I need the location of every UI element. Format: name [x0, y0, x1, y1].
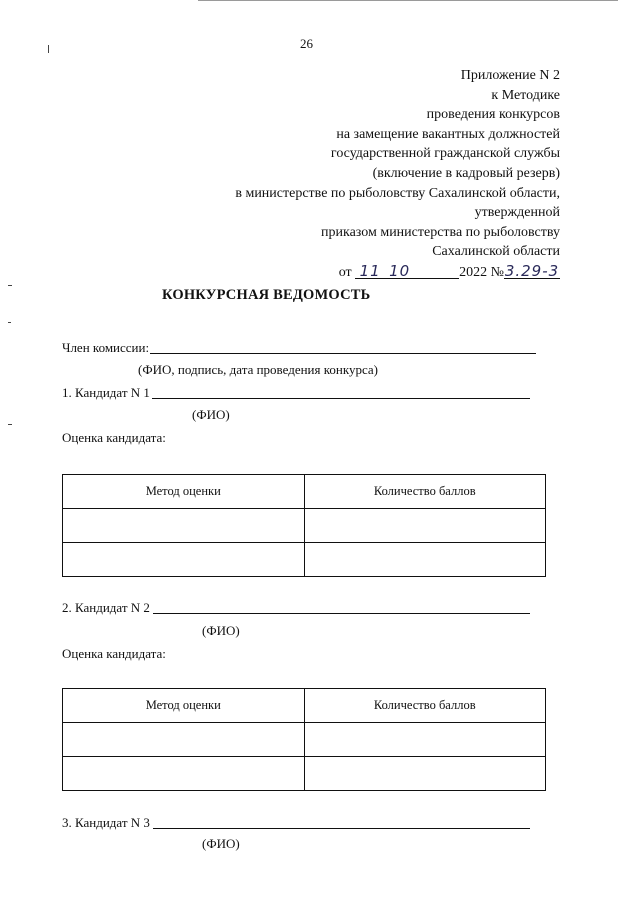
header-line: проведения конкурсов: [426, 107, 560, 123]
table-row: [63, 543, 546, 577]
scan-mark: [8, 285, 12, 286]
date-prefix: от: [338, 264, 352, 280]
table-header-score: Количество баллов: [304, 475, 546, 509]
candidate-1-name-line: [152, 398, 530, 399]
order-number-field: [504, 262, 560, 279]
table-row: [63, 757, 546, 791]
method-cell[interactable]: [63, 543, 305, 577]
table-header-method: Метод оценки: [63, 689, 305, 723]
candidate-2-label: 2. Кандидат N 2: [62, 600, 150, 615]
date-month-field: [385, 262, 459, 279]
score-cell[interactable]: [304, 757, 546, 791]
commission-caption: (ФИО, подпись, дата проведения конкурса): [138, 362, 379, 377]
assessment-label-2: Оценка кандидата:: [62, 646, 166, 661]
candidate-2-name-line: [153, 613, 530, 614]
approval-header: [235, 66, 560, 283]
document-title: КОНКУРСНАЯ ВЕДОМОСТЬ: [162, 287, 371, 303]
header-line: Сахалинской области: [432, 244, 560, 260]
page-top-border: [198, 0, 618, 1]
score-cell[interactable]: [304, 543, 546, 577]
page-number: 26: [300, 36, 313, 51]
header-line: (включение в кадровый резерв): [372, 165, 560, 181]
table-row: [63, 509, 546, 543]
method-cell[interactable]: [63, 723, 305, 757]
method-cell[interactable]: [63, 757, 305, 791]
header-line: Приложение N 2: [460, 68, 560, 83]
date-day-handwritten: 11: [359, 261, 381, 280]
candidate-3-label: 3. Кандидат N 3: [62, 815, 150, 830]
order-date-line: [235, 262, 560, 283]
header-line: к Методике: [491, 87, 560, 103]
commission-label: Член комиссии:: [62, 340, 150, 355]
assessment-label-1: Оценка кандидата:: [62, 430, 166, 445]
assessment-table-1: [62, 474, 546, 577]
score-cell[interactable]: [304, 509, 546, 543]
header-line: утвержденной: [474, 205, 560, 221]
date-month-handwritten: 10: [389, 261, 411, 280]
table-row: [63, 723, 546, 757]
assessment-table-2: [62, 688, 546, 791]
scan-mark: [8, 424, 12, 425]
table-header-row: [63, 689, 546, 723]
header-line: в министерстве по рыболовству Сахалинской области,: [235, 185, 560, 201]
date-day-field: [355, 262, 385, 279]
score-cell[interactable]: [304, 723, 546, 757]
table-header-row: [63, 475, 546, 509]
order-number-handwritten: 3.29-3: [504, 261, 560, 280]
commission-signature-line: [150, 353, 536, 354]
table-header-score: Количество баллов: [304, 689, 546, 723]
header-line: на замещение вакантных должностей: [336, 126, 560, 142]
scan-mark: [8, 322, 11, 323]
candidate-1-caption: (ФИО): [192, 407, 230, 422]
candidate-3-name-line: [153, 828, 530, 829]
candidate-1-label: 1. Кандидат N 1: [62, 385, 150, 400]
candidate-3-caption: (ФИО): [202, 836, 240, 851]
method-cell[interactable]: [63, 509, 305, 543]
table-header-method: Метод оценки: [63, 475, 305, 509]
header-line: государственной гражданской службы: [330, 146, 560, 162]
date-year-number-label: 2022 №: [459, 264, 504, 280]
candidate-2-caption: (ФИО): [202, 623, 240, 638]
header-line: приказом министерства по рыболовству: [321, 224, 560, 240]
scan-mark: [48, 45, 49, 53]
